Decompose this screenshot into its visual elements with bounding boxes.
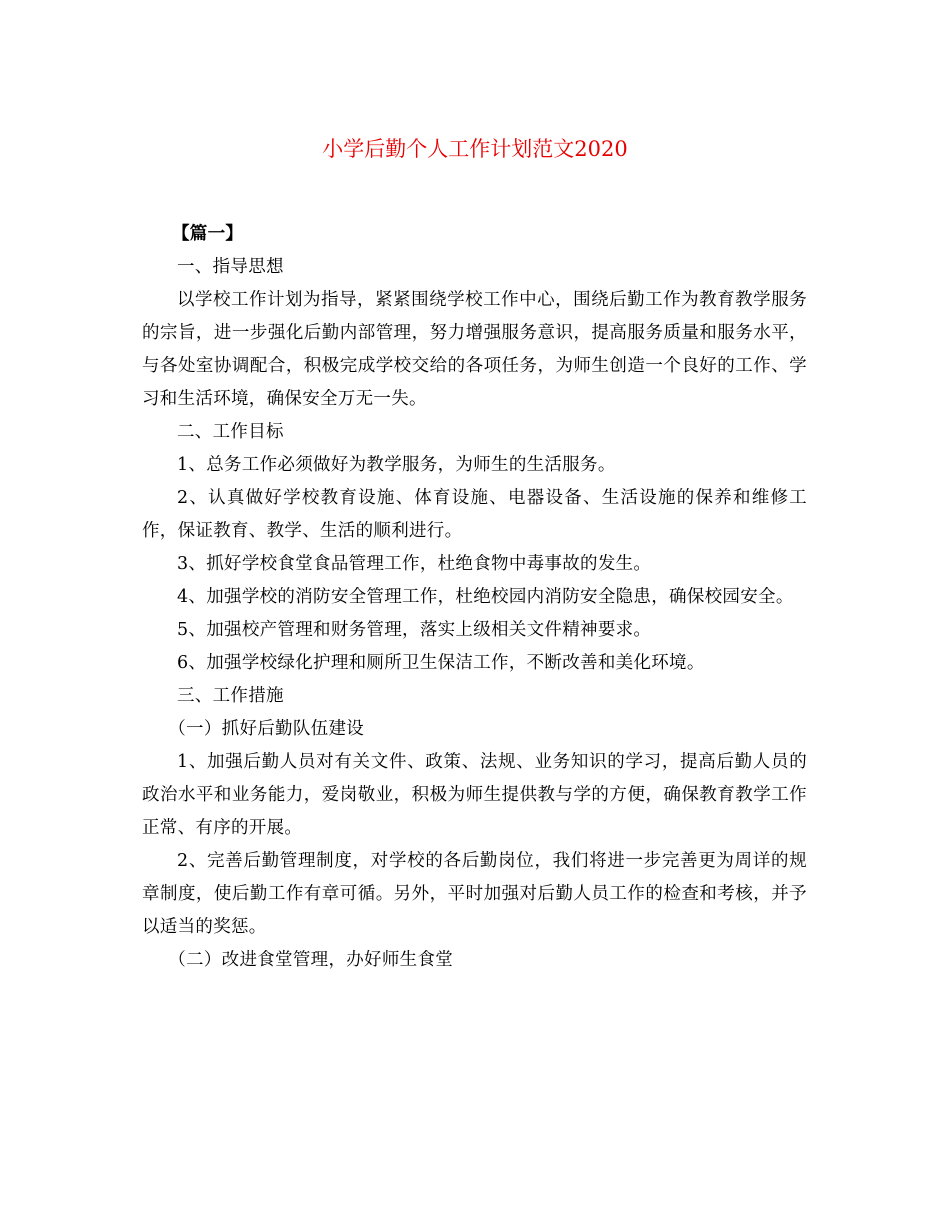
- paragraph-para: 1、加强后勤人员对有关文件、政策、法规、业务知识的学习，提高后勤人员的政治水平和业务能力，爱岗敬业，积极为师生提供教与学的方便，确保教育教学工作正常、有序的开展。: [142, 752, 807, 838]
- document-body: [142, 218, 807, 977]
- document-title: 小学后勤个人工作计划范文2020: [322, 137, 628, 161]
- paragraph-para: 1、总务工作必须做好为教学服务，为师生的生活服务。: [177, 455, 616, 475]
- paragraph-para: 2、完善后勤管理制度，对学校的各后勤岗位，我们将进一步完善更为周详的规章制度，使后勤工作有章可循。另外，平时加强对后勤人员工作的检查和考核，并予以适当的奖惩。: [142, 851, 807, 937]
- paragraph-sub: （一）抓好后勤队伍建设: [168, 719, 365, 739]
- paragraph-para: 5、加强校产管理和财务管理，落实上级相关文件精神要求。: [177, 620, 652, 640]
- paragraph-para: 3、抓好学校食堂食品管理工作，杜绝食物中毒事故的发生。: [177, 554, 652, 574]
- paragraph-sub: （二）改进食堂管理，办好师生食堂: [168, 950, 454, 970]
- paragraph-section-tag: 【篇一】: [172, 224, 244, 244]
- paragraph-heading: 二、工作目标: [177, 422, 284, 442]
- paragraph-heading: 三、工作措施: [177, 686, 284, 706]
- paragraph-para: 6、加强学校绿化护理和厕所卫生保洁工作，不断改善和美化环境。: [177, 653, 705, 673]
- paragraph-para: 4、加强学校的消防安全管理工作，杜绝校园内消防安全隐患，确保校园安全。: [177, 587, 794, 607]
- paragraph-para: 2、认真做好学校教育设施、体育设施、电器设备、生活设施的保养和维修工作，保证教育、教学、生活的顺利进行。: [142, 488, 807, 541]
- paragraph-heading: 一、指导思想: [177, 257, 284, 277]
- paragraph-para: 以学校工作计划为指导，紧紧围绕学校工作中心，围绕后勤工作为教育教学服务的宗旨，进一步强化后勤内部管理，努力增强服务意识，提高服务质量和服务水平，与各处室协调配合，积极完成学校交给的各项任务，为师生创造一个良好的工作、学习和生活环境，确保安全万无一失。: [142, 290, 807, 409]
